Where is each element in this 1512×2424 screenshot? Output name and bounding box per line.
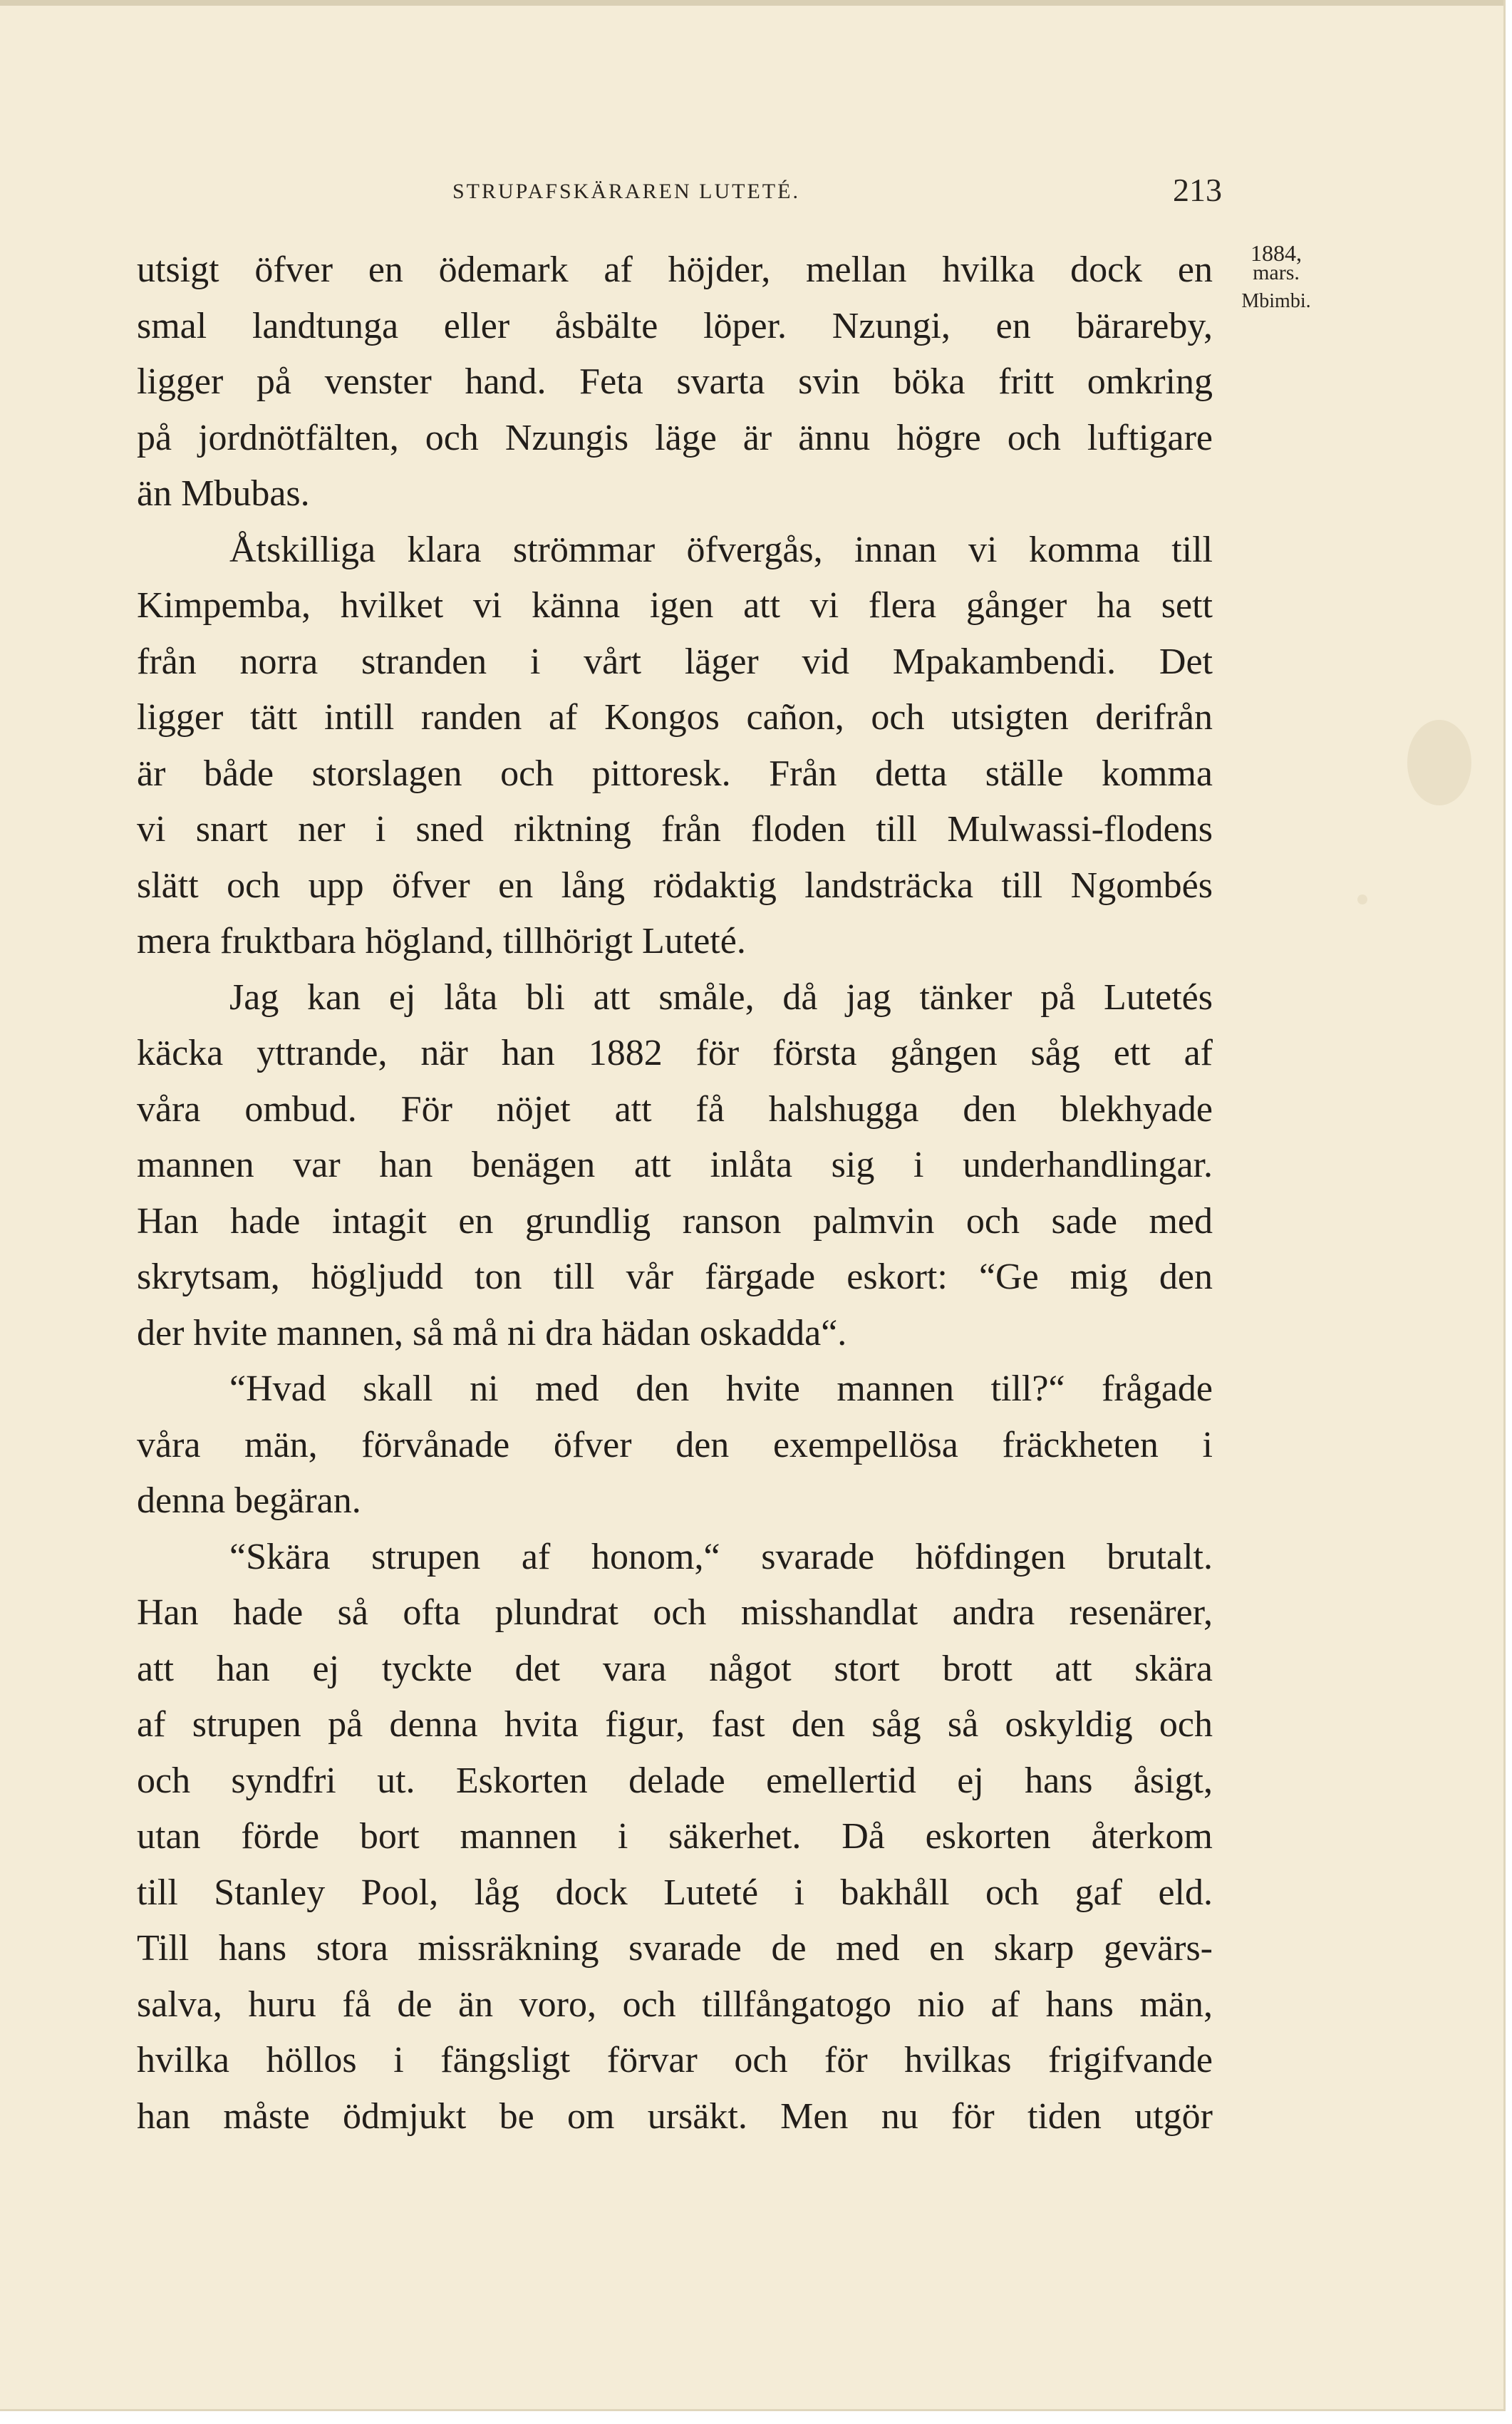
text-line: skrytsam, högljudd ton till vår färgade eskort: “Ge mig den [137, 1257, 1213, 1297]
text-line: är både storslagen och pittoresk. Från detta ställe komma [137, 753, 1213, 794]
text-line: han måste ödmjukt be om ursäkt. Men nu för tiden utgör [137, 2095, 1213, 2137]
text-line: utsigt öfver en ödemark af höjder, mellan hvilka dock en [137, 249, 1213, 290]
margin-note-place: Mbimbi. [1241, 290, 1311, 312]
text-line: mannen var han benägen att inlåta sig i underhandlingar. [137, 1145, 1213, 1185]
margin-note [1223, 241, 1330, 314]
text-line: hvilka höllos i fängsligt förvar och för hvilkas frigifvande [137, 2040, 1213, 2080]
text-line: “Hvad skall ni med den hvite mannen till?“ frågade [229, 1368, 1213, 1409]
text-line: Jag kan ej låta bli att småle, då jag tänker på Lutetés [229, 976, 1213, 1018]
text-line: Till hans stora missräkning svarade de med en skarp gevärs- [137, 1928, 1213, 1969]
paper-stain [1357, 894, 1367, 904]
text-line: Han hade intagit en grundlig ranson palmvin och sade med [137, 1200, 1213, 1242]
text-line: ligger på venster hand. Feta svarta svin böka fritt omkring [137, 361, 1213, 402]
text-line: vi snart ner i sned riktning från floden till Mulwassi-flodens [137, 809, 1213, 850]
text-line: denna begäran. [137, 1480, 361, 1521]
text-line: mera fruktbara högland, tillhörigt Luteté. [137, 921, 746, 961]
text-line: smal landtunga eller åsbälte löper. Nzungi, en bärareby, [137, 305, 1213, 346]
paragraph [137, 242, 1213, 522]
text-line: våra ombud. För nöjet att få halshugga den blekhyade [137, 1088, 1213, 1130]
running-head [139, 171, 1222, 214]
text-line: Kimpemba, hvilket vi känna igen att vi flera gånger ha sett [137, 585, 1213, 626]
paragraph [137, 970, 1213, 1362]
text-line: att han ej tyckte det vara något stort brott att skära [137, 1648, 1213, 1689]
text-line: från norra stranden i vårt läger vid Mpakambendi. Det [137, 641, 1213, 682]
paper-stain [1407, 720, 1471, 805]
body-text [137, 242, 1213, 2145]
page-number: 213 [1173, 172, 1222, 208]
text-line: salva, huru få de än voro, och tillfångatogo nio af hans män, [137, 1984, 1213, 2025]
page-top-edge [0, 0, 1503, 6]
running-title: STRUPAFSKÄRAREN LUTETÉ. [452, 180, 800, 203]
text-line: utan förde bort mannen i säkerhet. Då eskorten återkom [137, 1816, 1213, 1857]
paragraph [137, 522, 1213, 970]
text-line: Han hade så ofta plundrat och misshandlat andra resenärer, [137, 1592, 1213, 1633]
margin-note-month: mars. [1253, 261, 1300, 284]
text-line: våra män, förvånade öfver den exempellösa fräckheten i [137, 1424, 1213, 1465]
text-line: “Skära strupen af honom,“ svarade höfdingen brutalt. [229, 1536, 1213, 1577]
text-line: af strupen på denna hvita figur, fast den såg så oskyldig och [137, 1704, 1213, 1745]
text-line: än Mbubas. [137, 473, 310, 514]
paragraph [137, 1361, 1213, 1530]
paragraph [137, 1530, 1213, 2145]
text-line: till Stanley Pool, låg dock Luteté i bakhåll och gaf eld. [137, 1872, 1213, 1913]
text-line: på jordnötfälten, och Nzungis läge är ännu högre och luftigare [137, 417, 1213, 458]
text-line: slätt och upp öfver en lång rödaktig landsträcka till Ngombés [137, 865, 1213, 906]
text-line: der hvite mannen, så må ni dra hädan oskadda“. [137, 1312, 847, 1353]
text-line: käcka yttrande, när han 1882 för första gången såg ett af [137, 1033, 1213, 1073]
text-line: Åtskilliga klara strömmar öfvergås, innan vi komma till [229, 529, 1213, 570]
text-line: ligger tätt intill randen af Kongos cañon, och utsigten derifrån [137, 697, 1213, 738]
text-line: och syndfri ut. Eskorten delade emellertid ej hans åsigt, [137, 1760, 1213, 1801]
margin-note-year: 1884, [1250, 240, 1302, 266]
